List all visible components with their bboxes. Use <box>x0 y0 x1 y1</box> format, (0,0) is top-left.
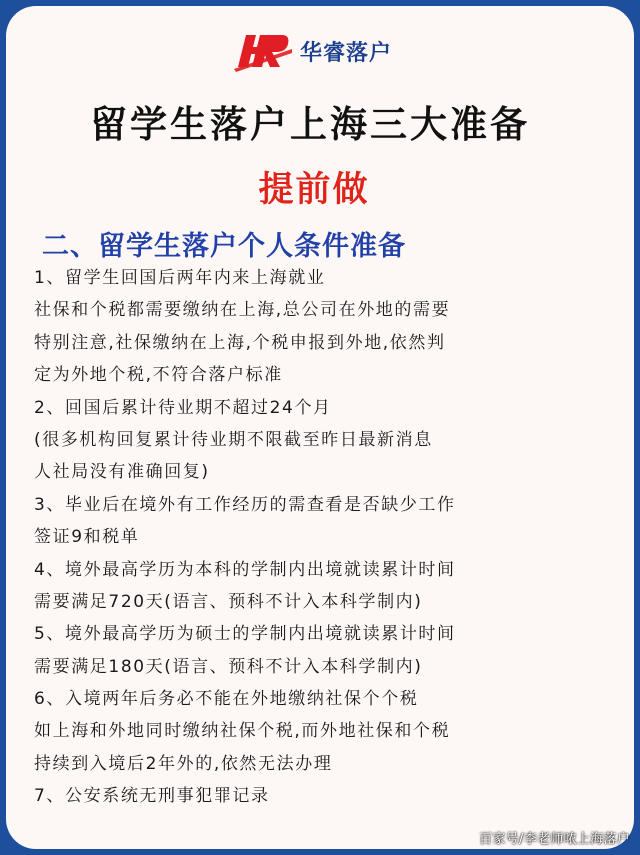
page-title: 留学生落户上海三大准备 <box>90 103 530 146</box>
list-line: 定为外地个税,不符合落户标准 <box>34 365 283 386</box>
list-line: 人社局没有准确回复) <box>34 462 210 483</box>
list-line: 如上海和外地同时缴纳社保个税,而外地社保和个税 <box>34 721 451 742</box>
list-line: 社保和个税都需要缴纳在上海,总公司在外地的需要 <box>34 300 451 321</box>
list-line: 3、毕业后在境外有工作经历的需查看是否缺少工作 <box>34 494 456 515</box>
list-line: 6、入境两年后务必不能在外地缴纳社保个个税 <box>34 689 419 710</box>
hr-logo-icon <box>234 29 292 73</box>
list-line: 需要满足180天(语言、预科不计入本科学制内) <box>34 656 423 677</box>
list-line: 特别注意,社保缴纳在上海,个税申报到外地,依然判 <box>34 332 446 353</box>
brand-header <box>234 28 392 74</box>
list-line: 2、回国后累计待业期不超过24个月 <box>34 397 332 418</box>
list-line: 签证9和税单 <box>34 527 140 548</box>
watermark: 百家号/李老师哝上海落户 <box>479 832 630 847</box>
list-line: 5、境外最高学历为硕士的学制内出境就读累计时间 <box>34 624 456 645</box>
list-line: (很多机构回复累计待业期不限截至昨日最新消息 <box>34 429 433 450</box>
list-line: 7、公安系统无刑事犯罪记录 <box>34 786 270 807</box>
list-line: 4、境外最高学历为本科的学制内出境就读累计时间 <box>34 559 456 580</box>
list-line: 需要满足720天(语言、预科不计入本科学制内) <box>34 591 423 612</box>
content-card <box>6 6 634 849</box>
page-subtitle: 提前做 <box>258 170 370 210</box>
section-heading: 二、留学生落户个人条件准备 <box>42 231 406 262</box>
list-line: 1、留学生回国后两年内来上海就业 <box>34 268 326 288</box>
list-line: 持续到入境后2年外的,依然无法办理 <box>34 753 333 774</box>
brand-name: 华睿落户 <box>300 40 393 66</box>
requirements-list <box>34 262 624 813</box>
